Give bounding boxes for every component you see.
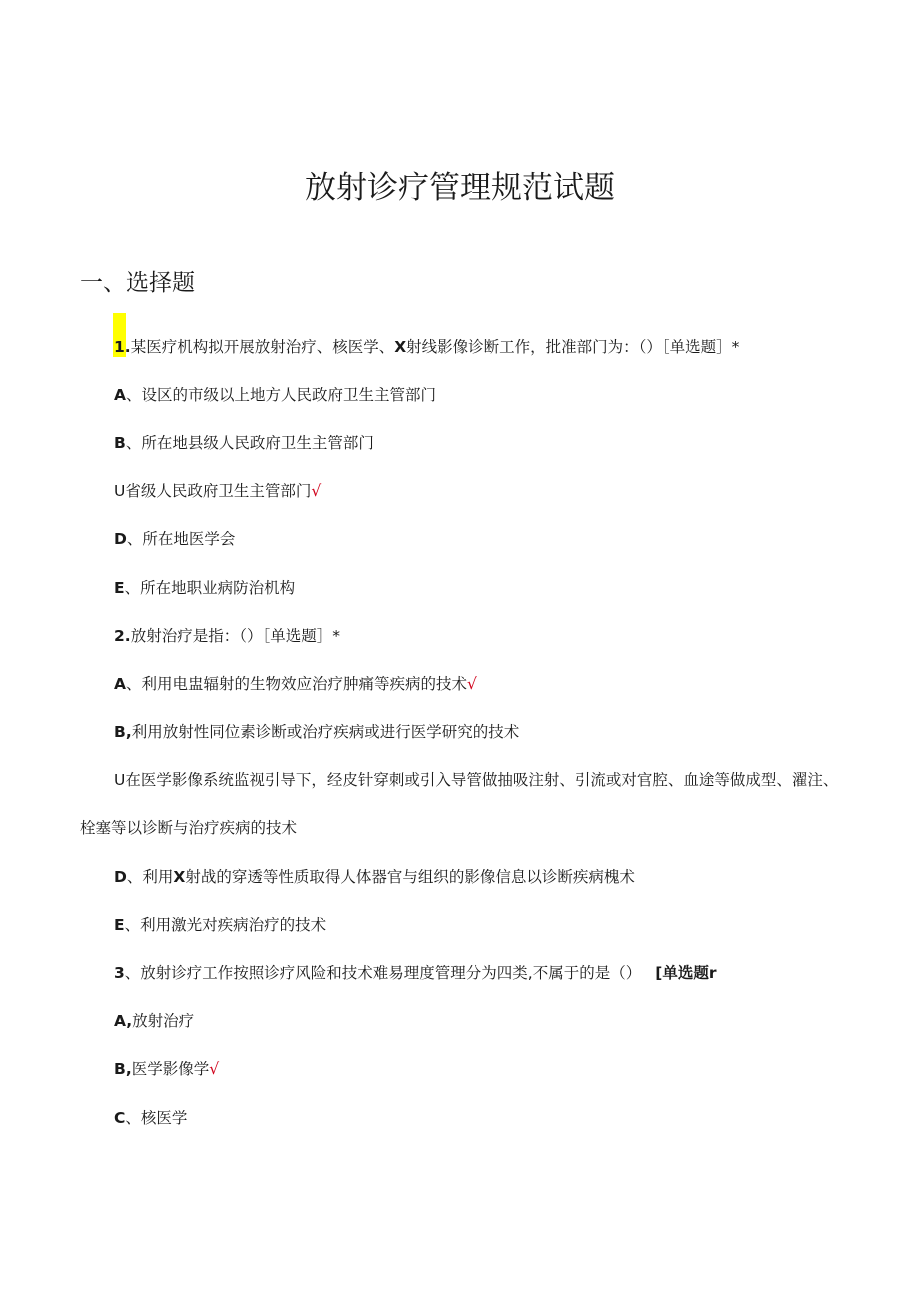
option-text: 在医学影像系统监视引导下，经皮针穿刺或引入导管做抽吸注射、引流或对官腔、血途等做成型、濯注、 bbox=[125, 771, 839, 789]
option-label: A bbox=[114, 675, 126, 693]
question-3 bbox=[114, 962, 716, 984]
question-text: 放射治疗是指：（）［单选题］* bbox=[130, 627, 340, 645]
q3-option-a bbox=[114, 1010, 194, 1032]
q1-option-d bbox=[114, 528, 235, 550]
option-text: 、所在地医学会 bbox=[126, 530, 236, 548]
q2-option-e bbox=[114, 914, 326, 936]
option-text: 栓塞等以诊断与治疗疾病的技术 bbox=[80, 819, 298, 837]
option-label: A, bbox=[114, 1012, 133, 1030]
q1-option-a bbox=[114, 384, 436, 406]
question-number: 1. bbox=[114, 338, 131, 356]
q3-option-b bbox=[114, 1058, 219, 1080]
option-label: D bbox=[114, 868, 127, 886]
option-text: 医学影像学 bbox=[131, 1060, 210, 1078]
question-text: 某医疗机构拟开展放射治疗、核医学、 bbox=[130, 338, 395, 356]
correct-check-icon: √ bbox=[467, 675, 477, 693]
correct-check-icon: √ bbox=[311, 482, 322, 500]
option-label: E bbox=[114, 916, 125, 934]
q3-option-c bbox=[114, 1107, 187, 1129]
q2-option-a bbox=[114, 673, 477, 695]
question-1 bbox=[114, 336, 739, 358]
option-label: E bbox=[114, 579, 125, 597]
option-text: 利用放射性同位素诊断或治疗疾病或进行医学研究的技术 bbox=[131, 723, 520, 741]
option-text: 、利用电盅辐射的生物效应治疗肿痛等疾病的技术 bbox=[126, 675, 468, 693]
option-text: 、所在地县级人民政府卫生主管部门 bbox=[125, 434, 374, 452]
q1-option-b bbox=[114, 432, 374, 454]
option-text: 、利用 bbox=[126, 868, 174, 886]
q2-option-b bbox=[114, 721, 519, 743]
question-number: 3 bbox=[114, 964, 125, 982]
question-tag: [单选题r bbox=[655, 964, 717, 982]
question-number: 2. bbox=[114, 627, 131, 645]
option-label: B bbox=[114, 434, 126, 452]
option-label: U bbox=[114, 482, 126, 500]
option-text: 、利用激光对疾病治疗的技术 bbox=[124, 916, 327, 934]
option-label: A bbox=[114, 386, 126, 404]
question-text-cont: 射线影像诊断工作，批准部门为：（）［单选题］* bbox=[406, 338, 740, 356]
option-text: 、设区的市级以上地方人民政府卫生主管部门 bbox=[126, 386, 437, 404]
question-2 bbox=[114, 625, 340, 647]
q2-option-c-continued bbox=[80, 817, 297, 839]
option-text-cont: 射战的穿透等性质取得人体器官与组织的影像信息以诊断疾病槐术 bbox=[185, 868, 635, 886]
q1-option-e bbox=[114, 577, 295, 599]
document-title: 放射诊疗管理规范试题 bbox=[305, 170, 615, 206]
option-text-x: X bbox=[173, 868, 186, 886]
section-heading: 一、选择题 bbox=[80, 270, 195, 296]
q1-option-c bbox=[114, 480, 321, 502]
option-text: 省级人民政府卫生主管部门 bbox=[125, 482, 312, 500]
option-label: B, bbox=[114, 1060, 132, 1078]
option-label: B, bbox=[114, 723, 132, 741]
option-label: C bbox=[114, 1109, 126, 1127]
option-text: 、所在地职业病防治机构 bbox=[124, 579, 296, 597]
option-text: 、核医学 bbox=[125, 1109, 188, 1127]
option-label: D bbox=[114, 530, 127, 548]
question-text-x: X bbox=[394, 338, 407, 356]
correct-check-icon: √ bbox=[209, 1060, 220, 1078]
option-label: U bbox=[114, 771, 126, 789]
q2-option-d bbox=[114, 866, 635, 888]
q2-option-c bbox=[114, 769, 838, 791]
question-text: 、放射诊疗工作按照诊疗风险和技术难易理度管理分为四类,不属于的是（） bbox=[124, 964, 642, 982]
option-text: 放射治疗 bbox=[132, 1012, 195, 1030]
